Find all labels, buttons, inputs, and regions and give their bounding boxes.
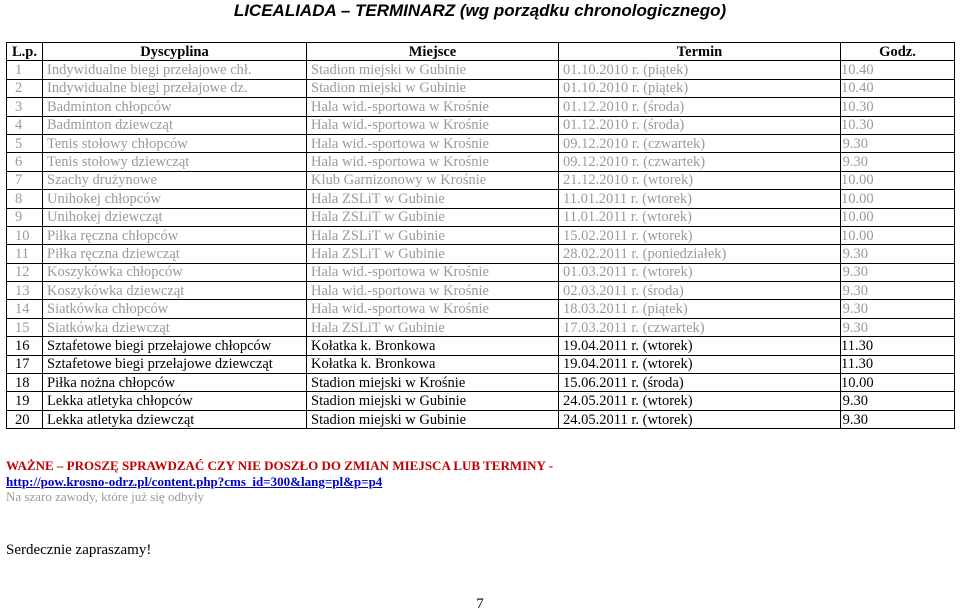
row-number: 6 — [7, 153, 43, 171]
table-body — [7, 61, 955, 429]
row-number: 16 — [7, 337, 43, 355]
row-discipline: Unihokej chłopców — [43, 190, 307, 208]
table-row — [7, 300, 955, 318]
row-discipline: Siatkówka chłopców — [43, 300, 307, 318]
page-number: 7 — [476, 596, 484, 612]
table-row — [7, 134, 955, 152]
row-place: Stadion miejski w Gubinie — [307, 61, 559, 79]
table-header-row — [7, 43, 955, 61]
row-hour: 11.30 — [841, 355, 955, 373]
table-row — [7, 245, 955, 263]
table-row — [7, 226, 955, 244]
row-place: Hala ZSLiT w Gubinie — [307, 245, 559, 263]
row-place: Kołatka k. Bronkowa — [307, 337, 559, 355]
row-hour: 11.30 — [841, 337, 955, 355]
row-place: Hala ZSLiT w Gubinie — [307, 318, 559, 336]
row-place: Hala wid.-sportowa w Krośnie — [307, 98, 559, 116]
row-place: Hala wid.-sportowa w Krośnie — [307, 263, 559, 281]
schedule-link[interactable]: http://pow.krosno-odrz.pl/content.php?cms_id=300&lang=pl&p=p4 — [6, 474, 383, 489]
row-discipline: Indywidualne biegi przełajowe chł. — [43, 61, 307, 79]
row-discipline: Badminton dziewcząt — [43, 116, 307, 134]
row-discipline: Lekka atletyka dziewcząt — [43, 410, 307, 428]
row-discipline: Siatkówka dziewcząt — [43, 318, 307, 336]
table-row — [7, 282, 955, 300]
table-row — [7, 318, 955, 336]
row-number: 2 — [7, 79, 43, 97]
table-row — [7, 392, 955, 410]
row-date: 01.12.2010 r. (środa) — [559, 98, 841, 116]
row-number: 13 — [7, 282, 43, 300]
past-events-note: Na szaro zawody, które już się odbyły — [6, 489, 205, 504]
row-place: Hala wid.-sportowa w Krośnie — [307, 282, 559, 300]
row-number: 20 — [7, 410, 43, 428]
row-number: 12 — [7, 263, 43, 281]
table-row — [7, 171, 955, 189]
row-date: 17.03.2011 r. (czwartek) — [559, 318, 841, 336]
row-discipline: Lekka atletyka chłopców — [43, 392, 307, 410]
row-date: 01.03.2011 r. (wtorek) — [559, 263, 841, 281]
row-place: Hala wid.-sportowa w Krośnie — [307, 153, 559, 171]
row-discipline: Tenis stołowy chłopców — [43, 134, 307, 152]
row-date: 09.12.2010 r. (czwartek) — [559, 153, 841, 171]
row-number: 5 — [7, 134, 43, 152]
row-hour: 9.30 — [841, 282, 955, 300]
table-row — [7, 190, 955, 208]
row-hour: 9.30 — [841, 410, 955, 428]
row-hour: 9.30 — [841, 153, 955, 171]
row-discipline: Piłka nożna chłopców — [43, 374, 307, 392]
table-row — [7, 153, 955, 171]
row-date: 19.04.2011 r. (wtorek) — [559, 355, 841, 373]
row-place: Hala ZSLiT w Gubinie — [307, 226, 559, 244]
table-row — [7, 98, 955, 116]
table-row — [7, 208, 955, 226]
row-date: 24.05.2011 r. (wtorek) — [559, 410, 841, 428]
row-place: Hala wid.-sportowa w Krośnie — [307, 134, 559, 152]
row-hour: 10.40 — [841, 79, 955, 97]
row-date: 19.04.2011 r. (wtorek) — [559, 337, 841, 355]
row-number: 15 — [7, 318, 43, 336]
table-row — [7, 337, 955, 355]
row-date: 01.12.2010 r. (środa) — [559, 116, 841, 134]
row-discipline: Sztafetowe biegi przełajowe chłopców — [43, 337, 307, 355]
table-row — [7, 79, 955, 97]
schedule-table — [6, 42, 955, 429]
row-date: 01.10.2010 r. (piątek) — [559, 79, 841, 97]
row-number: 11 — [7, 245, 43, 263]
row-place: Kołatka k. Bronkowa — [307, 355, 559, 373]
table-row — [7, 116, 955, 134]
header-discipline: Dyscyplina — [43, 43, 307, 61]
row-number: 18 — [7, 374, 43, 392]
row-discipline: Sztafetowe biegi przełajowe dziewcząt — [43, 355, 307, 373]
row-place: Hala wid.-sportowa w Krośnie — [307, 116, 559, 134]
row-hour: 9.30 — [841, 318, 955, 336]
table-row — [7, 374, 955, 392]
row-discipline: Tenis stołowy dziewcząt — [43, 153, 307, 171]
table-row — [7, 61, 955, 79]
row-discipline: Koszykówka chłopców — [43, 263, 307, 281]
row-hour: 9.30 — [841, 134, 955, 152]
row-date: 24.05.2011 r. (wtorek) — [559, 392, 841, 410]
table-row — [7, 355, 955, 373]
row-discipline: Indywidualne biegi przełajowe dz. — [43, 79, 307, 97]
row-discipline: Badminton chłopców — [43, 98, 307, 116]
row-hour: 9.30 — [841, 263, 955, 281]
row-date: 01.10.2010 r. (piątek) — [559, 61, 841, 79]
warning-text: WAŻNE – PROSZĘ SPRAWDZAĆ CZY NIE DOSZŁO DO ZMIAN MIEJSCA LUB TERMINY - — [6, 458, 554, 473]
page-title: LICEALIADA – TERMINARZ (wg porządku chronologicznego) — [233, 1, 727, 20]
row-number: 8 — [7, 190, 43, 208]
row-hour: 10.00 — [841, 171, 955, 189]
row-place: Hala ZSLiT w Gubinie — [307, 190, 559, 208]
row-date: 02.03.2011 r. (środa) — [559, 282, 841, 300]
row-place: Stadion miejski w Gubinie — [307, 79, 559, 97]
row-number: 19 — [7, 392, 43, 410]
row-discipline: Koszykówka dziewcząt — [43, 282, 307, 300]
row-number: 7 — [7, 171, 43, 189]
row-hour: 10.30 — [841, 98, 955, 116]
row-place: Hala wid.-sportowa w Krośnie — [307, 300, 559, 318]
header-date: Termin — [559, 43, 841, 61]
row-place: Stadion miejski w Krośnie — [307, 374, 559, 392]
row-discipline: Piłka ręczna chłopców — [43, 226, 307, 244]
row-number: 9 — [7, 208, 43, 226]
row-date: 11.01.2011 r. (wtorek) — [559, 208, 841, 226]
row-place: Hala ZSLiT w Gubinie — [307, 208, 559, 226]
header-lp: L.p. — [7, 43, 43, 61]
row-date: 15.06.2011 r. (środa) — [559, 374, 841, 392]
row-date: 09.12.2010 r. (czwartek) — [559, 134, 841, 152]
table-row — [7, 410, 955, 428]
row-hour: 10.00 — [841, 226, 955, 244]
row-place: Stadion miejski w Gubinie — [307, 392, 559, 410]
row-date: 15.02.2011 r. (wtorek) — [559, 226, 841, 244]
row-number: 3 — [7, 98, 43, 116]
row-date: 11.01.2011 r. (wtorek) — [559, 190, 841, 208]
row-discipline: Unihokej dziewcząt — [43, 208, 307, 226]
row-hour: 10.00 — [841, 374, 955, 392]
header-place: Miejsce — [307, 43, 559, 61]
row-discipline: Piłka ręczna dziewcząt — [43, 245, 307, 263]
row-number: 4 — [7, 116, 43, 134]
row-number: 1 — [7, 61, 43, 79]
row-discipline: Szachy drużynowe — [43, 171, 307, 189]
row-date: 18.03.2011 r. (piątek) — [559, 300, 841, 318]
row-hour: 10.00 — [841, 190, 955, 208]
row-place: Stadion miejski w Gubinie — [307, 410, 559, 428]
header-hour: Godz. — [841, 43, 955, 61]
row-hour: 9.30 — [841, 392, 955, 410]
table-row — [7, 263, 955, 281]
row-hour: 10.30 — [841, 116, 955, 134]
row-date: 28.02.2011 r. (poniedziałek) — [559, 245, 841, 263]
closing-text: Serdecznie zapraszamy! — [6, 542, 152, 558]
row-hour: 10.00 — [841, 208, 955, 226]
row-number: 17 — [7, 355, 43, 373]
row-hour: 10.40 — [841, 61, 955, 79]
row-hour: 9.30 — [841, 300, 955, 318]
row-date: 21.12.2010 r. (wtorek) — [559, 171, 841, 189]
row-number: 14 — [7, 300, 43, 318]
row-number: 10 — [7, 226, 43, 244]
row-hour: 9.30 — [841, 245, 955, 263]
row-place: Klub Garnizonowy w Krośnie — [307, 171, 559, 189]
